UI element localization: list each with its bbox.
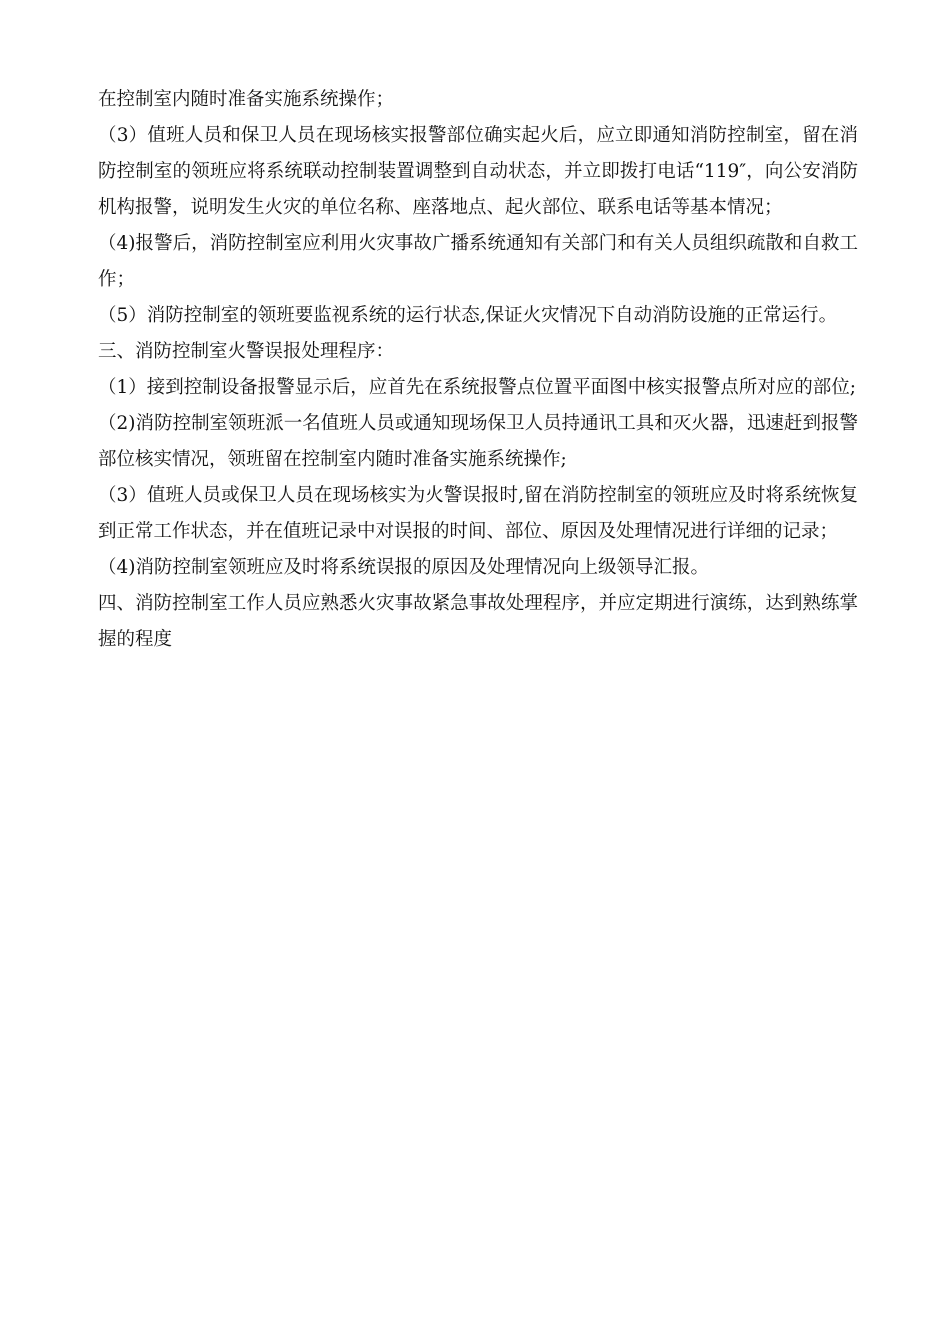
paragraph-alarm-step-3: （3）值班人员和保卫人员在现场核实报警部位确实起火后，应立即通知消防控制室，留在消防控制室的领班应将系统联动控制装置调整到自动状态，并立即拨打电话“119″，向公安消防机构报警，说明发生火灾的单位名称、座落地点、起火部位、联系电话等基本情况；: [98, 125, 858, 218]
paragraph-alarm-step-5: （5）消防控制室的领班要监视系统的运行状态,保证火灾情况下自动消防设施的正常运行。: [98, 305, 838, 326]
paragraph-false-alarm-step-4: （4)消防控制室领班应及时将系统误报的原因及处理情况向上级领导汇报。: [98, 557, 709, 578]
section-heading-drill: 四、消防控制室工作人员应熟悉火灾事故紧急事故处理程序，并应定期进行演练，达到熟练掌握的程度: [98, 593, 858, 650]
paragraph-continuation: 在控制室内随时准备实施系统操作；: [98, 89, 395, 110]
paragraph-false-alarm-step-3: （3）值班人员或保卫人员在现场核实为火警误报时,留在消防控制室的领班应及时将系统恢复到正常工作状态，并在值班记录中对误报的时间、部位、原因及处理情况进行详细的记录；: [98, 485, 858, 542]
document-body: [98, 82, 858, 658]
paragraph-false-alarm-step-1: （1）接到控制设备报警显示后，应首先在系统报警点位置平面图中核实报警点所对应的部位;: [98, 377, 857, 398]
section-heading-false-alarm: 三、消防控制室火警误报处理程序：: [98, 341, 395, 362]
paragraph-false-alarm-step-2: （2)消防控制室领班派一名值班人员或通知现场保卫人员持通讯工具和灭火器，迅速赶到报警部位核实情况，领班留在控制室内随时准备实施系统操作;: [98, 413, 858, 470]
paragraph-alarm-step-4: （4)报警后，消防控制室应利用火灾事故广播系统通知有关部门和有关人员组织疏散和自救工作；: [98, 233, 858, 290]
